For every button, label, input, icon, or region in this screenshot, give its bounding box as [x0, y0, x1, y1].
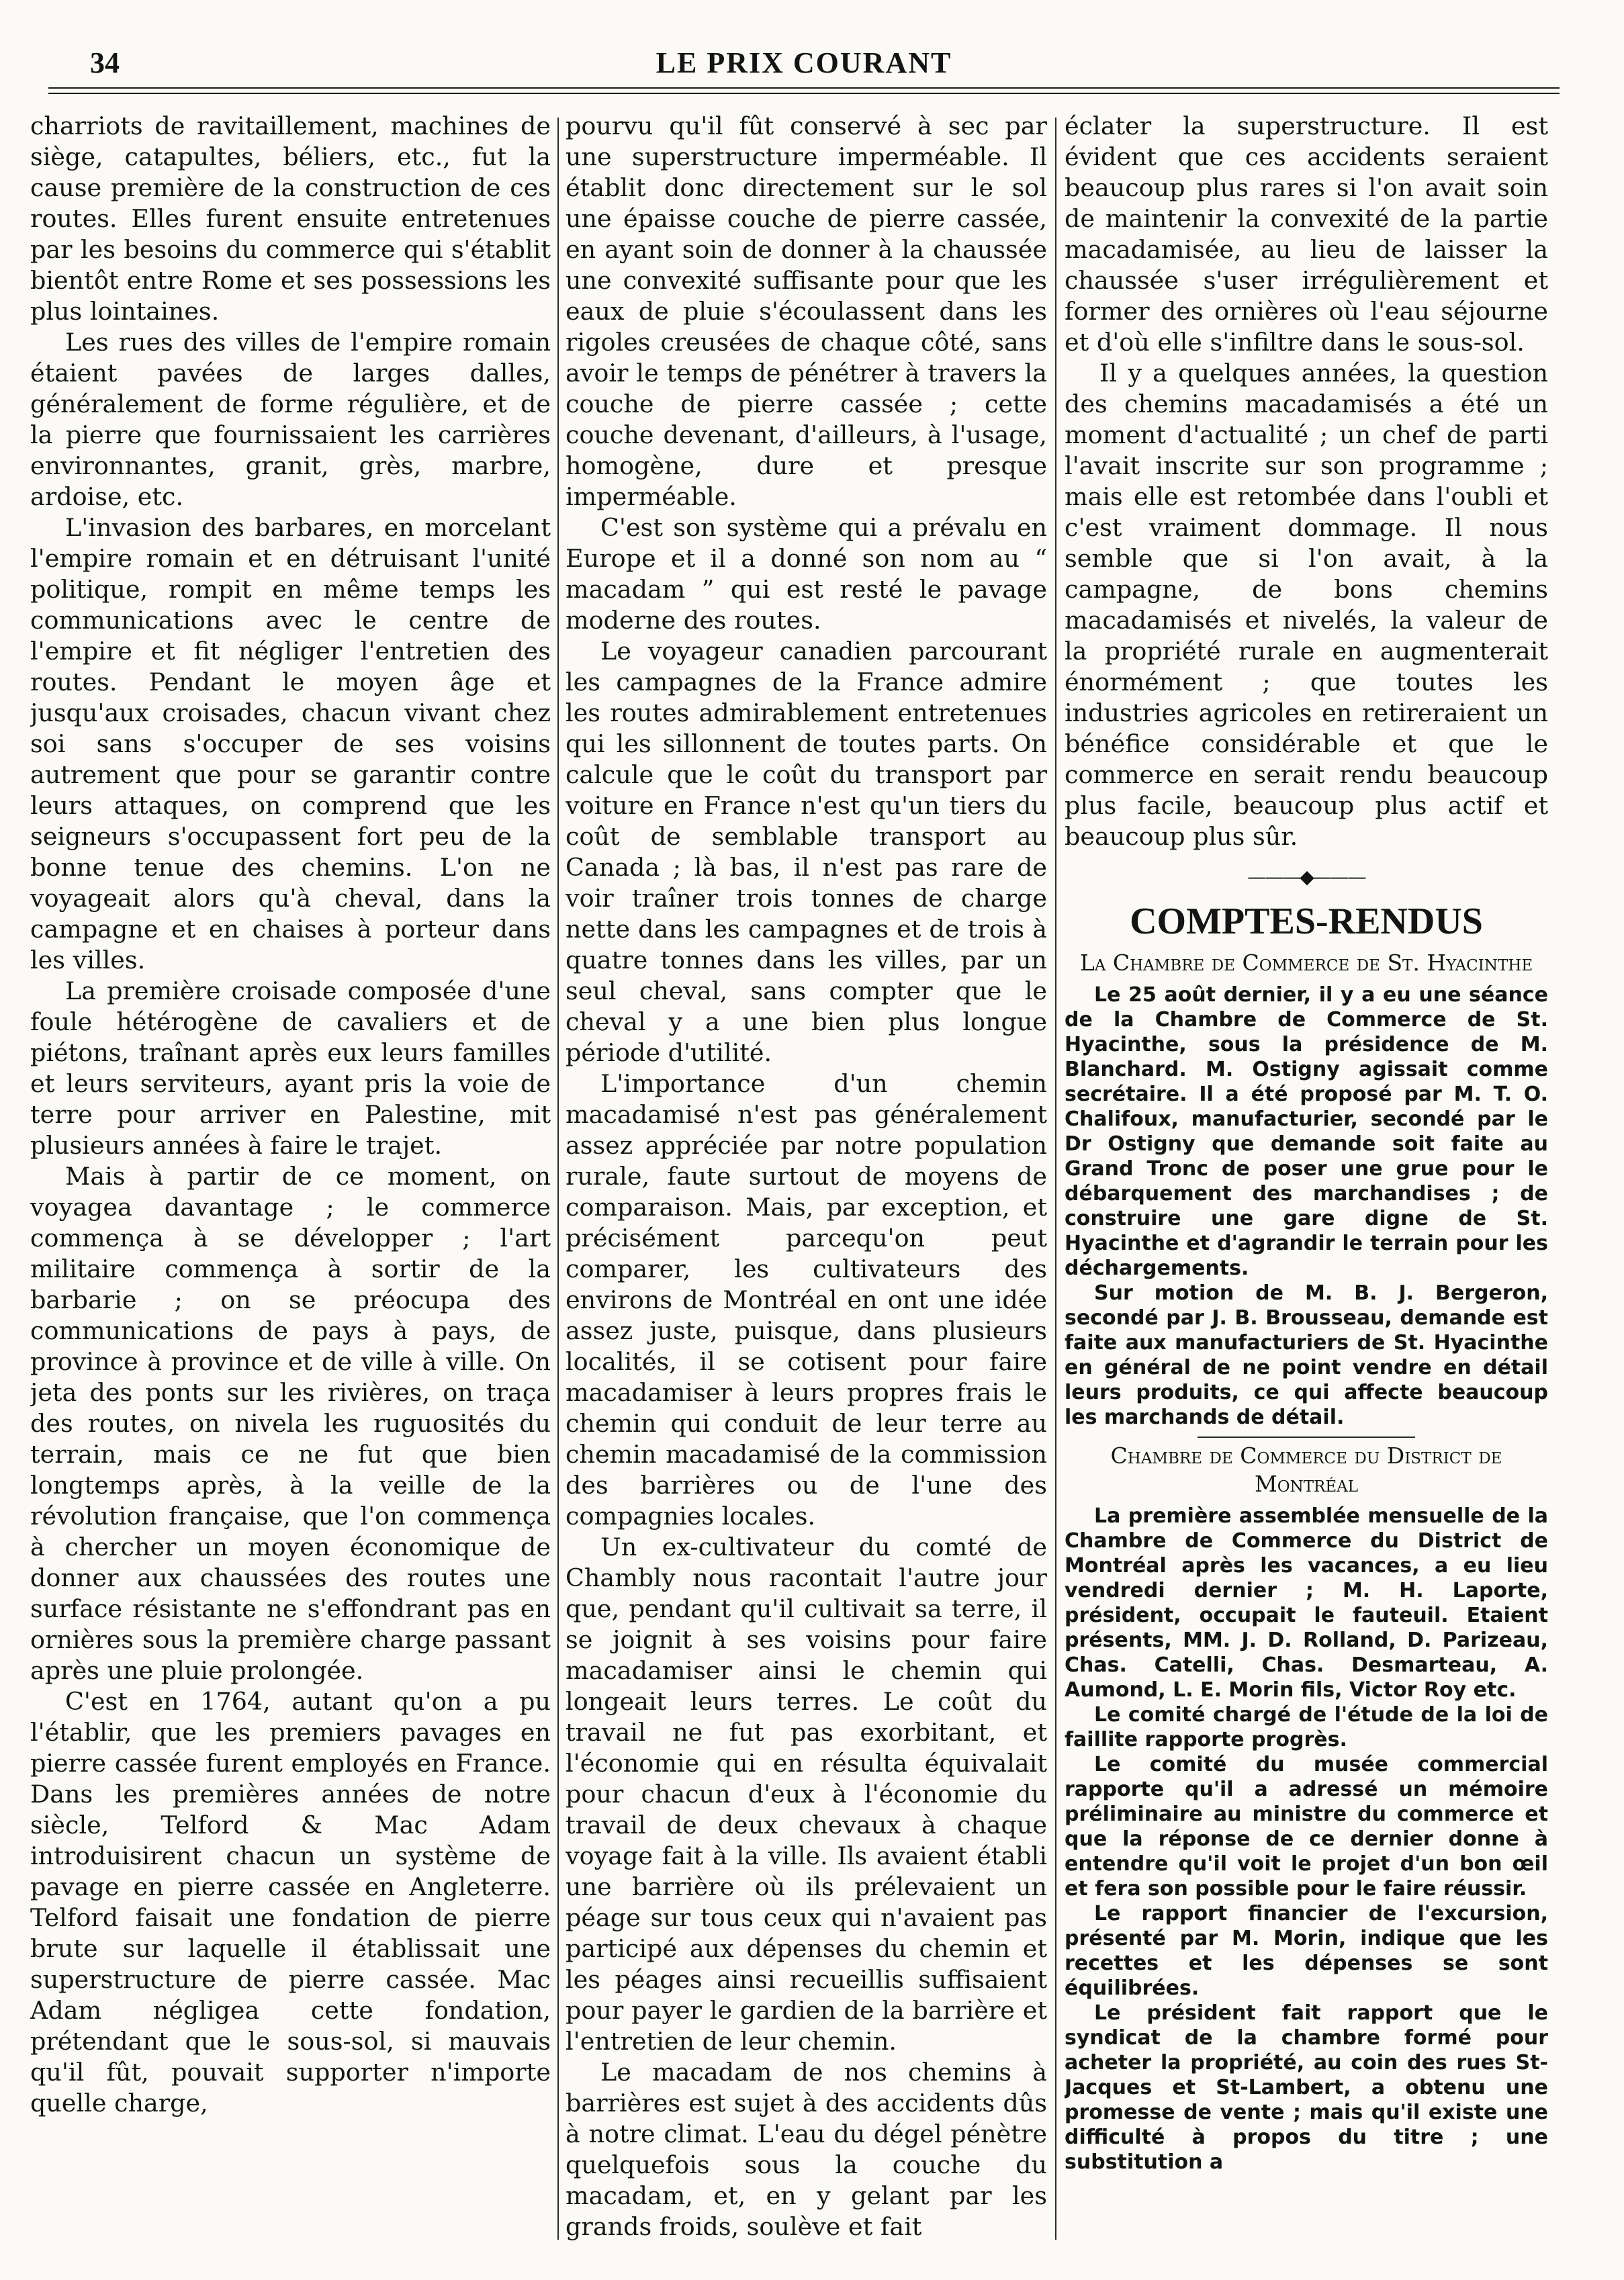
running-title: LE PRIX COURANT	[656, 46, 952, 79]
paragraph: L'importance d'un chemin macadamisé n'est pas généralement assez appréciée par notre population rurale, faute surtout de moyens de comparaison. Mais, par exception, et précisément parcequ'on peut comparer, les cultivateurs des environs de Montréal en ont une idée assez juste, puisque, dans plusieurs localités, il se cotisent pour faire macadamiser à leurs propres frais le chemin qui conduit de leur terre au chemin macadamisé de la commission des barrières ou de l'une des compagnies locales.	[566, 1069, 1047, 1531]
paragraph: La première croisade composée d'une foule hétérogène de cavaliers et de piétons, traînant après eux leurs familles et leurs serviteurs, ayant pris la voie de terre pour arriver en Palestine, mit plusieurs années à faire le trajet.	[30, 976, 551, 1160]
paragraph: Le 25 août dernier, il y a eu une séance de la Chambre de Commerce de St. Hyacinthe, sous la présidence de M. Blanchard. M. Ostigny agissait comme secrétaire. Il a été proposé par M. T. O. Chalifoux, manufacturier, secondé par le Dr Ostigny que demande soit faite au Grand Tronc de poser une grue pour le débarquement des marchandises ; de construire une gare digne de St. Hyacinthe et d'agrandir le terrain pour les déchargements.	[1065, 983, 1548, 1280]
paragraph: Le rapport financier de l'excursion, présenté par M. Morin, indique que les recettes et les dépenses se sont équilibrées.	[1065, 1902, 1548, 2000]
column-divider-1	[557, 118, 559, 2240]
paragraph: Il y a quelques années, la question des chemins macadamisés a été un moment d'actualité ; un chef de parti l'avait inscrite sur son programme ; mais elle est retombée dans l'oubli et c'est vraiment dommage. Il nous semble que si l'on avait, à la campagne, de bons chemins macadamisés et nivelés, la valeur de la propriété rurale en augmenterait énormément ; que toutes les industries agricoles en retireraient un bénéfice considérable et que le commerce en serait rendu beaucoup plus facile, beaucoup plus actif et beaucoup plus sûr.	[1065, 359, 1548, 851]
paragraph: pourvu qu'il fût conservé à sec par une superstructure imperméable. Il établit donc directement sur le sol une épaisse couche de pierre cassée, en ayant soin de donner à la chaussée une convexité suffisante pour que les eaux de pluie s'écoulassent dans les rigoles creusées de chaque côté, sans avoir le temps de pénétrer à travers la couche de pierre cassée ; cette couche devenant, d'ailleurs, à l'usage, homogène, dure et presque imperméable.	[566, 111, 1047, 511]
section-divider-ornament: ———◆———	[1247, 866, 1365, 888]
paragraph: Les rues des villes de l'empire romain étaient pavées de larges dalles, généralement de forme régulière, et de la pierre que fournissaient les carrières environnantes, granit, grès, marbre, ardoise, etc.	[30, 328, 551, 511]
paragraph: Le voyageur canadien parcourant les campagnes de la France admire les routes admirablement entretenues qui les sillonnent de toutes parts. On calcule que le coût du transport par voiture en France n'est qu'un tiers du coût de semblable transport au Canada ; là bas, il n'est pas rare de voir traîner trois tonnes de charge nette dans les campagnes et de trois à quatre tonnes dans les villes, par un seul cheval, sans compter que le cheval y a une bien plus longue période d'utilité.	[566, 637, 1047, 1067]
paragraph: Mais à partir de ce moment, on voyagea davantage ; le commerce commença à se développer ; l'art militaire commença à sortir de la barbarie ; on se préocupa des communications de pays à pays, de province à province et de ville à ville. On jeta des ponts sur les rivières, on traça des routes, on nivela les ruguosités du terrain, mais ce ne fut que bien longtemps après, à la veille de la révolution française, que l'on commença à chercher un moyen économique de donner aux chaussées des routes une surface résistante ne s'effondrant pas en ornières sous la première charge passant après une pluie prolongée.	[30, 1162, 551, 1685]
subheading: La Chambre de Commerce de St. Hyacinthe	[1079, 950, 1533, 976]
paragraph: C'est en 1764, autant qu'on a pu l'établir, que les premiers pavages en pierre cassée furent employés en France. Dans les premières années de notre siècle, Telford & Mac Adam introduisirent chacun un système de pavage en pierre cassée en Angleterre. Telford faisait une fondation de pierre brute sur laquelle il établissait une superstructure de pierre cassée. Mac Adam négligea cette fondation, prétendant que le sous-sol, si mauvais qu'il fût, pouvait supporter n'importe quelle charge,	[30, 1687, 551, 2117]
report-block-montreal	[1065, 1504, 1548, 2175]
paragraph: Le comité du musée commercial rapporte qu'il a adressé un mémoire préliminaire au ministre du commerce et que la réponse de ce dernier donne à entendre qu'il voit le projet d'un bon œil et fera son possible pour le faire réussir.	[1065, 1753, 1548, 1901]
paragraph: L'invasion des barbares, en morcelant l'empire romain et en détruisant l'unité politique, rompit en même temps les communications avec le centre de l'empire et fit négliger l'entretien des routes. Pendant le moyen âge et jusqu'aux croisades, chacun vivant chez soi sans s'occuper de ses voisins autrement que pour se garantir contre leurs attaques, on comprend que les seigneurs s'occupassent fort peu de la bonne tenue des chemins. L'on ne voyageait alors qu'à cheval, dans la campagne et en chaises à porteur dans les villes.	[30, 513, 551, 974]
page-number: 34	[90, 46, 120, 79]
paragraph: La première assemblée mensuelle de la Chambre de Commerce du District de Montréal après les vacances, a eu lieu vendredi dernier ; M. H. Laporte, président, occupait le fauteuil. Etaient présents, MM. J. D. Rolland, D. Parizeau, Chas. Catelli, Chas. Desmarteau, A. Aumond, L. E. Morin fils, Victor Roy etc.	[1065, 1504, 1548, 1702]
paragraph: charriots de ravitaillement, machines de siège, catapultes, béliers, etc., fut la cause première de la construction de ces routes. Elles furent ensuite entretenues par les besoins du commerce qui s'établit bientôt entre Rome et ses possessions les plus lointaines.	[30, 111, 551, 326]
column-1	[30, 111, 551, 2246]
column-3	[1065, 111, 1548, 2246]
paragraph: Un ex-cultivateur du comté de Chambly nous racontait l'autre jour que, pendant qu'il cultivait sa terre, il se joignit à ses voisins pour faire macadamiser ainsi le chemin qui longeait leurs terres. Le coût du travail ne fut pas exorbitant, et l'économie qui en résulta équivalait pour chacun d'eux à l'économie du travail de deux chevaux à chaque voyage fait à la ville. Ils avaient établi une barrière où ils prélevaient un péage sur tous ceux qui n'avaient pas participé aux dépenses du chemin et les péages ainsi recueillis suffisaient pour payer le gardien de la barrière et l'entretien de leur chemin.	[566, 1533, 1047, 2056]
paragraph: Le président fait rapport que le syndicat de la chambre formé pour acheter la propriété, au coin des rues St-Jacques et St-Lambert, a obtenu une promesse de vente ; mais qu'il existe une difficulté à propos du titre ; une substitution a	[1065, 2001, 1548, 2174]
column-divider-2	[1055, 118, 1056, 2240]
separator-rule	[1198, 1437, 1415, 1438]
paragraph: Sur motion de M. B. J. Bergeron, secondé par J. B. Brousseau, demande est faite aux manufacturiers de St. Hyacinthe en général de ne point vendre en détail leurs produits, ce qui affecte beaucoup les marchands de détail.	[1065, 1281, 1548, 1429]
header-rule-bottom	[48, 93, 1560, 94]
paragraph: C'est son système qui a prévalu en Europe et il a donné son nom au “ macadam ” qui est resté le pavage moderne des routes.	[566, 513, 1047, 635]
paragraph: Le macadam de nos chemins à barrières est sujet à des accidents dûs à notre climat. L'eau du dégel pénètre quelquefois sous la couche du macadam, et, en y gelant par les grands froids, soulève et fait	[566, 2058, 1047, 2241]
header-rule-top	[48, 87, 1560, 89]
section-title: COMPTES-RENDUS	[1130, 901, 1483, 942]
paragraph: Le comité chargé de l'étude de la loi de faillite rapporte progrès.	[1065, 1703, 1548, 1751]
report-block-st-hyacinthe	[1065, 983, 1548, 1430]
column-2	[566, 111, 1047, 2246]
subheading: Chambre de Commerce du District de Montréal	[1110, 1443, 1502, 1497]
page-header	[48, 39, 1560, 93]
paragraph: éclater la superstructure. Il est évident que ces accidents seraient beaucoup plus rares si l'on avait soin de maintenir la convexité de la partie macadamisée, au lieu de laisser la chaussée s'user irrégulièrement et former des ornières où l'eau séjourne et d'où elle s'infiltre dans le sous-sol.	[1065, 111, 1548, 357]
